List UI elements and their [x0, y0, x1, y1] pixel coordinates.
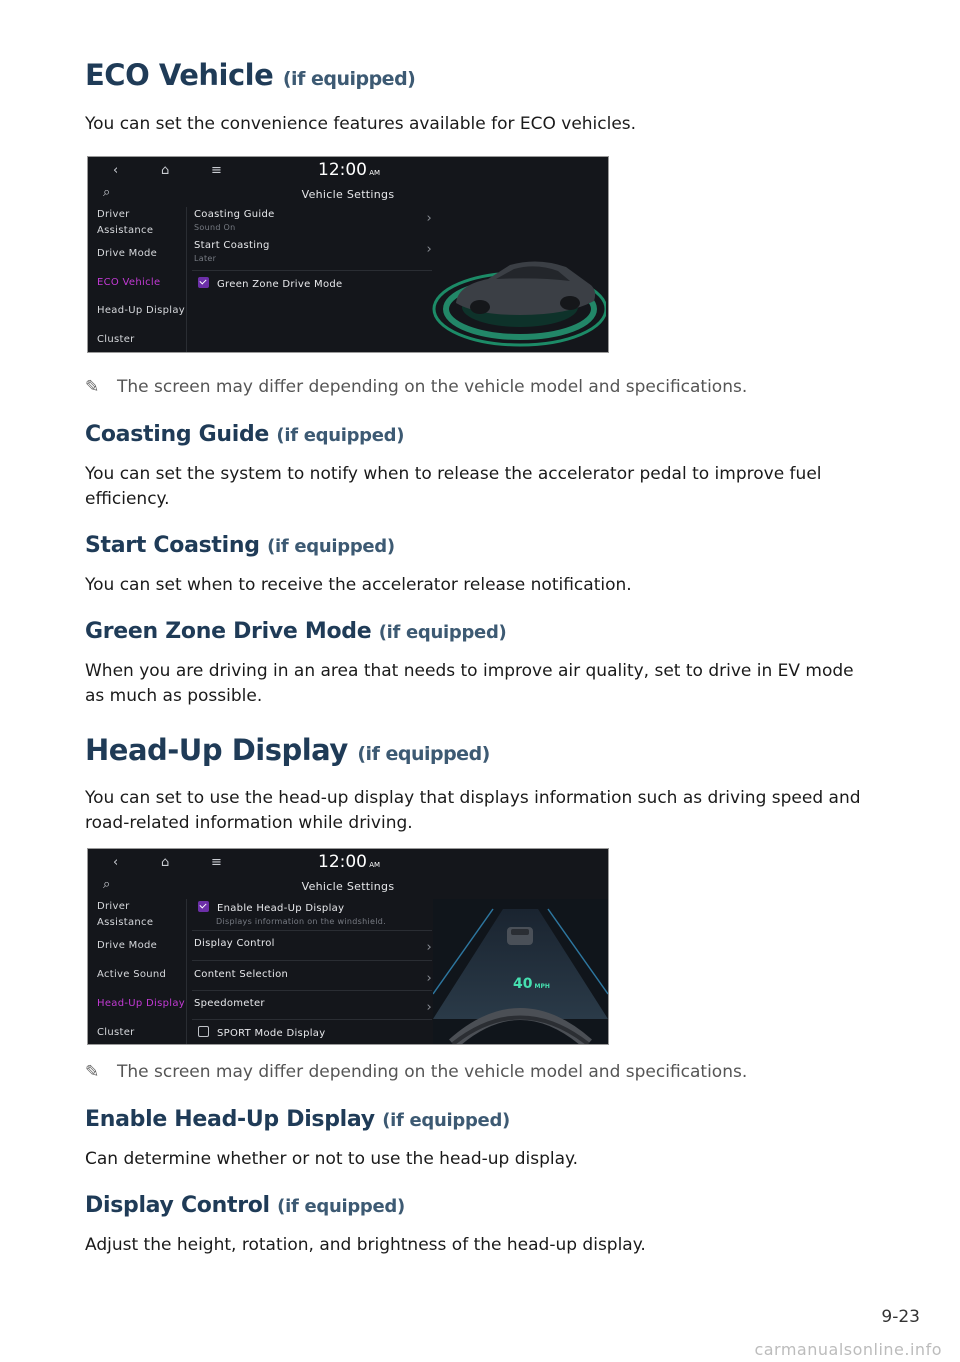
screen-title: Vehicle Settings — [301, 880, 395, 893]
menu-item-drive-mode: Drive Mode — [97, 940, 158, 951]
section-title-eco-vehicle — [85, 58, 415, 92]
menu-item-assistance: Assistance — [97, 917, 154, 928]
menu-item-driver: Driver — [97, 901, 130, 912]
chevron-right-icon: › — [426, 940, 432, 955]
checkbox-checked-icon — [198, 277, 209, 288]
green-zone-body: When you are driving in an area that needs to improve air quality, set to drive in EV mode as much as possible. — [85, 661, 854, 706]
clock: 12:00 AM — [318, 852, 381, 872]
pencil-icon: ✎ — [85, 377, 100, 397]
windshield-illustration — [433, 899, 608, 1044]
menu-item-active-sound: Active Sound — [97, 969, 167, 980]
menu-icon: ≡ — [211, 163, 222, 178]
back-icon: ‹ — [113, 855, 119, 870]
pencil-icon: ✎ — [85, 1062, 100, 1082]
menu-item-cluster: Cluster — [97, 1027, 135, 1038]
screen-left-menu — [88, 899, 186, 1044]
section-title-green-zone: Green Zone Drive Mode (if equipped) — [85, 619, 507, 644]
row-divider — [192, 930, 432, 931]
section-title-start-coasting: Start Coasting (if equipped) — [85, 533, 395, 558]
menu-item-head-up-display: Head-Up Display — [97, 998, 185, 1009]
row-divider — [192, 270, 432, 271]
section-title-enable-hud: Enable Head-Up Display (if equipped) — [85, 1107, 510, 1132]
row-speedometer: Speedometer › — [194, 998, 432, 1015]
watermark: carmanualsonline.info — [754, 1340, 942, 1359]
chevron-right-icon: › — [426, 971, 432, 986]
row-coasting-guide: Coasting Guide Sound On › — [194, 209, 432, 232]
checkbox-unchecked-icon — [198, 1026, 209, 1037]
title-text: ECO Vehicle — [85, 58, 274, 92]
hud-intro: You can set to use the head-up display that displays information such as driving speed and road-related information while driving. — [85, 788, 861, 833]
note-2: ✎ The screen may differ depending on the vehicle model and specifications. — [85, 1062, 748, 1082]
clock: 12:00 AM — [318, 160, 381, 180]
eco-vehicle-screenshot — [87, 156, 609, 353]
menu-item-assistance: Assistance — [97, 225, 154, 236]
screen-divider — [186, 899, 187, 1044]
display-control-body: Adjust the height, rotation, and brightness of the head-up display. — [85, 1235, 646, 1255]
eco-intro: You can set the convenience features available for ECO vehicles. — [85, 114, 637, 134]
car-illustration — [428, 227, 606, 352]
menu-item-driver: Driver — [97, 209, 130, 220]
coasting-guide-body: You can set the system to notify when to release the accelerator pedal to improve fuel efficiency. — [85, 464, 822, 509]
menu-item-cluster: Cluster — [97, 334, 135, 345]
screen-top-bar — [88, 157, 608, 187]
section-title-coasting-guide: Coasting Guide (if equipped) — [85, 422, 405, 447]
section-title-display-control: Display Control (if equipped) — [85, 1193, 405, 1218]
row-divider — [192, 990, 432, 991]
chevron-right-icon: › — [426, 211, 432, 226]
note-1: ✎ The screen may differ depending on the vehicle model and specifications. — [85, 377, 748, 397]
section-title-head-up-display: Head-Up Display (if equipped) — [85, 733, 490, 767]
home-icon: ⌂ — [161, 855, 170, 870]
start-coasting-body: You can set when to receive the accelerator release notification. — [85, 575, 632, 595]
enable-hud-body: Can determine whether or not to use the head-up display. — [85, 1149, 579, 1169]
row-divider — [192, 960, 432, 961]
row-display-control: Display Control › — [194, 938, 432, 955]
row-enable-hud: Enable Head-Up Display Displays information on the windshield. — [198, 901, 436, 926]
chevron-right-icon: › — [426, 1000, 432, 1015]
back-icon: ‹ — [113, 163, 119, 178]
menu-item-eco-vehicle: ECO Vehicle — [97, 277, 161, 288]
chevron-right-icon: › — [426, 242, 432, 257]
hud-screenshot — [87, 848, 609, 1045]
screen-left-menu — [88, 207, 186, 352]
menu-item-head-up-display: Head-Up Display — [97, 305, 185, 316]
row-content-selection: Content Selection › — [194, 969, 432, 986]
checkbox-checked-icon — [198, 901, 209, 912]
menu-icon: ≡ — [211, 855, 222, 870]
search-icon: ⌕ — [103, 185, 111, 200]
search-icon: ⌕ — [103, 877, 111, 892]
screen-divider — [186, 207, 187, 352]
row-green-zone-drive-mode: Green Zone Drive Mode — [198, 277, 436, 290]
page-number: 9-23 — [881, 1307, 920, 1327]
screen-top-bar — [88, 849, 608, 879]
row-divider — [192, 1019, 432, 1020]
home-icon: ⌂ — [161, 163, 170, 178]
if-equipped-label: (if equipped) — [282, 68, 416, 90]
row-sport-mode-display: SPORT Mode Display — [198, 1026, 436, 1039]
row-start-coasting: Start Coasting Later › — [194, 240, 432, 263]
hud-speed-readout: 40 MPH — [513, 976, 550, 992]
screen-title: Vehicle Settings — [301, 188, 395, 201]
menu-item-drive-mode: Drive Mode — [97, 248, 158, 259]
